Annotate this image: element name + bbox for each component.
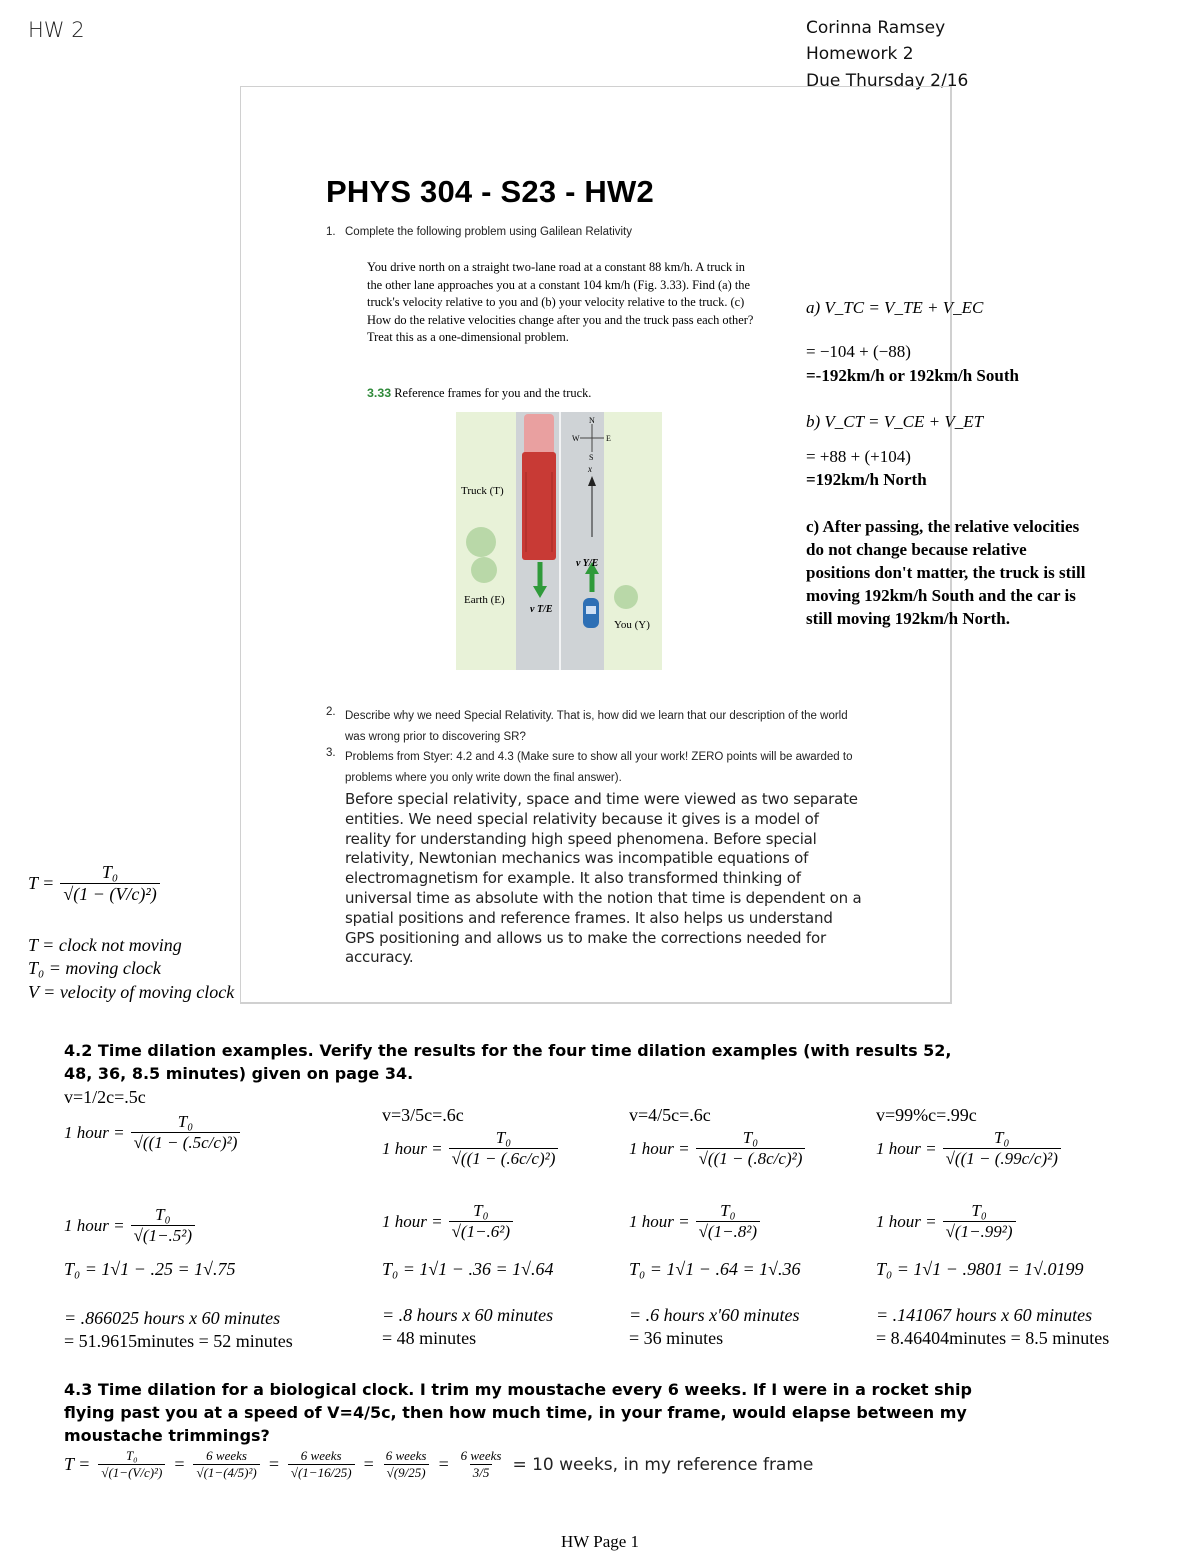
answer-b-line2: =192km/h North [806, 470, 927, 489]
answer-a-equation: a) V_TC = V_TE + V_EC [806, 298, 984, 317]
worksheet-title: PHYS 304 - S23 - HW2 [326, 174, 654, 209]
x-axis-label: x [588, 464, 592, 474]
problem-4-3-solution [64, 1448, 813, 1481]
problem-4-2-title: 4.2 Time dilation examples. Verify the results for the four time dilation examples (with results 52, 48, 36, 8.5 minutes) given on page 34. [64, 1041, 952, 1083]
case-eq2-den: √(1−.5²) [131, 1225, 195, 1246]
case-equation-2 [382, 1201, 513, 1242]
legend-v: V = velocity of moving clock [28, 982, 235, 1002]
case-equation-3: T₀ = 1√1 − .25 = 1√.75 [64, 1259, 236, 1279]
case-velocity: v=3/5c=.6c [382, 1105, 464, 1125]
truck-body-icon [522, 452, 556, 560]
p43-eq1: = [173, 1454, 186, 1474]
answer-a-line1: = −104 + (−88) [806, 342, 911, 361]
case-eq2-lhs: 1 hour = [382, 1211, 443, 1231]
p43-lhs: T = [64, 1454, 91, 1474]
caption-text: Reference frames for you and the truck. [394, 386, 592, 400]
p43-f4-num: 6 weeks [385, 1448, 427, 1463]
case-result-1: = .8 hours x 60 minutes [382, 1305, 554, 1325]
tree-icon [466, 527, 496, 557]
case-eq1-lhs: 1 hour = [382, 1138, 443, 1158]
student-name: Corinna Ramsey [806, 18, 946, 38]
p43-eq3: = [362, 1454, 375, 1474]
assignment-name: Homework 2 [806, 44, 914, 64]
q1-text: Complete the following problem using Galilean Relativity [345, 226, 633, 238]
compass-east: E [606, 434, 611, 443]
case-eq2-num: T₀ [971, 1201, 987, 1220]
case-eq2-num: T₀ [720, 1201, 736, 1220]
case-eq2-lhs: 1 hour = [876, 1211, 937, 1231]
case-equation-2 [629, 1201, 760, 1242]
reference-frames-figure [456, 412, 662, 670]
case-eq2-den: √(1−.8²) [696, 1221, 760, 1242]
case-eq1-num: T₀ [495, 1128, 512, 1147]
legend-t: T = clock not moving [28, 935, 182, 955]
case-result-2: = 51.9615minutes = 52 minutes [64, 1331, 293, 1351]
q3-number: 3. [326, 747, 336, 759]
case-velocity: v=4/5c=.6c [629, 1105, 711, 1125]
case-eq2-lhs: 1 hour = [629, 1211, 690, 1231]
p43-result: = 10 weeks, in my reference frame [512, 1454, 814, 1475]
case-velocity: v=1/2c=.5c [64, 1087, 146, 1107]
p43-f1-den: √(1−(V/c)²) [98, 1464, 165, 1481]
compass-west: W [572, 434, 580, 443]
legend-t0: T₀ = moving clock [28, 958, 161, 978]
formula-lhs: T = [28, 873, 55, 893]
case-equation-1 [64, 1112, 240, 1153]
case-result-1: = .866025 hours x 60 minutes [64, 1308, 281, 1328]
car-velocity-label: v Y/E [576, 558, 599, 569]
formula-denominator: √(1 − (V/c)²) [60, 883, 159, 905]
case-result-2: = 48 minutes [382, 1328, 477, 1348]
problem-text: You drive north on a straight two-lane road at a constant 88 km/h. A truck in the other lane approaches you at a constant 104 km/h (Fig. 3.33). Find (a) the truck's velocity relative to you and (b) your velocity relative to the truck. (c) How do the relative velocities change after you and the truck pass each other? Treat this as a one-dimensional problem. [367, 260, 754, 345]
p43-f5-den: 3/5 [470, 1464, 493, 1481]
case-result-1: = .6 hours x'60 minutes [629, 1305, 800, 1325]
truck-label: Truck (T) [461, 485, 504, 497]
case-eq1-lhs: 1 hour = [64, 1122, 125, 1142]
case-eq1-den: √((1 − (.99c/c)²) [943, 1148, 1061, 1169]
case-eq2-num: T₀ [155, 1205, 171, 1224]
case-eq1-num: T₀ [742, 1128, 759, 1147]
case-eq2-lhs: 1 hour = [64, 1215, 125, 1235]
p43-f3-num: 6 weeks [300, 1448, 342, 1463]
case-equation-1 [876, 1128, 1061, 1169]
case-result-2: = 8.46404minutes = 8.5 minutes [876, 1328, 1110, 1348]
case-equation-1 [382, 1128, 558, 1169]
you-label: You (Y) [614, 619, 650, 631]
caption-number: 3.33 [367, 386, 392, 400]
tree-icon [471, 557, 497, 583]
case-eq1-lhs: 1 hour = [629, 1138, 690, 1158]
q1-number: 1. [326, 226, 336, 238]
q2-text: Describe why we need Special Relativity. That is, how did we learn that our description of the world was wrong prior to discovering SR? [345, 710, 848, 743]
p43-f2-num: 6 weeks [206, 1448, 247, 1463]
case-eq1-lhs: 1 hour = [876, 1138, 937, 1158]
case-equation-2 [876, 1201, 1016, 1242]
time-dilation-formula [28, 862, 160, 905]
case-eq1-den: √((1 − (.6c/c)²) [449, 1148, 559, 1169]
problem-4-3-title: 4.3 Time dilation for a biological clock. I trim my moustache every 6 weeks. If I were in a rocket ship flying past you at a speed of V=4/5c, then how much time, in your frame, would elapse between my moustache trimmings? [64, 1380, 972, 1445]
case-equation-2 [64, 1205, 195, 1246]
truck-velocity-label: v T/E [530, 604, 553, 615]
earth-label: Earth (E) [464, 594, 505, 606]
case-equation-3: T₀ = 1√1 − .9801 = 1√.0199 [876, 1259, 1084, 1279]
case-result-2: = 36 minutes [629, 1328, 724, 1348]
formula-numerator: T₀ [101, 862, 119, 882]
case-eq1-num: T₀ [994, 1128, 1010, 1147]
case-equation-3: T₀ = 1√1 − .64 = 1√.36 [629, 1259, 801, 1279]
case-equation-3: T₀ = 1√1 − .36 = 1√.64 [382, 1259, 554, 1279]
case-eq2-num: T₀ [473, 1201, 489, 1220]
q3-text: Problems from Styer: 4.2 and 4.3 (Make sure to show all your work! ZERO points will be awarded to problems where you only write down the final answer). [345, 751, 853, 784]
page-footer: HW Page 1 [560, 1532, 640, 1551]
p43-eq2: = [267, 1454, 280, 1474]
case-result-1: = .141067 hours x 60 minutes [876, 1305, 1093, 1325]
tree-icon [614, 585, 638, 609]
compass-south: S [589, 453, 594, 462]
case-velocity: v=99%c=.99c [876, 1105, 977, 1125]
answer-a-line2: =-192km/h or 192km/h South [806, 366, 1019, 385]
p43-f5-num: 6 weeks [460, 1448, 502, 1463]
p43-f1-num: T₀ [125, 1448, 138, 1463]
case-eq2-den: √(1−.6²) [449, 1221, 513, 1242]
case-eq1-den: √((1 − (.8c/c)²) [696, 1148, 806, 1169]
due-date: Due Thursday 2/16 [806, 71, 969, 91]
special-relativity-essay: Before special relativity, space and time were viewed as two separate entities. We need special relativity because it gives is a model of reality for understanding high speed phenomena. Before special relativity, Newtonian mechanics was incompatible equations of electromagnetism for example. It also transformed thinking of universal time as absolute with the notion that time is dependent on a spatial positions and reference frames. It also helps us understand GPS positioning and allows us to make the corrections needed for accuracy. [345, 790, 862, 967]
case-eq1-den: √((1 − (.5c/c)²) [131, 1132, 241, 1153]
q2-number: 2. [326, 706, 336, 718]
compass-north: N [589, 416, 595, 425]
p43-eq4: = [437, 1454, 450, 1474]
case-equation-1 [629, 1128, 805, 1169]
p43-f3-den: √(1−16/25) [288, 1464, 355, 1481]
case-eq1-num: T₀ [177, 1112, 194, 1131]
answer-b-equation: b) V_CT = V_CE + V_ET [806, 412, 984, 431]
case-eq2-den: √(1−.99²) [943, 1221, 1016, 1242]
p43-f4-den: √(9/25) [384, 1464, 429, 1481]
page-title: HW 2 [28, 18, 85, 42]
answer-c-text: c) After passing, the relative velocities do not change because relative positions don't matter, the truck is still moving 192km/h South and the car is still moving 192km/h North. [806, 517, 1086, 628]
figure-caption [367, 386, 591, 401]
answer-b-line1: = +88 + (+104) [806, 447, 911, 466]
p43-f2-den: √(1−(4/5)²) [193, 1464, 259, 1481]
